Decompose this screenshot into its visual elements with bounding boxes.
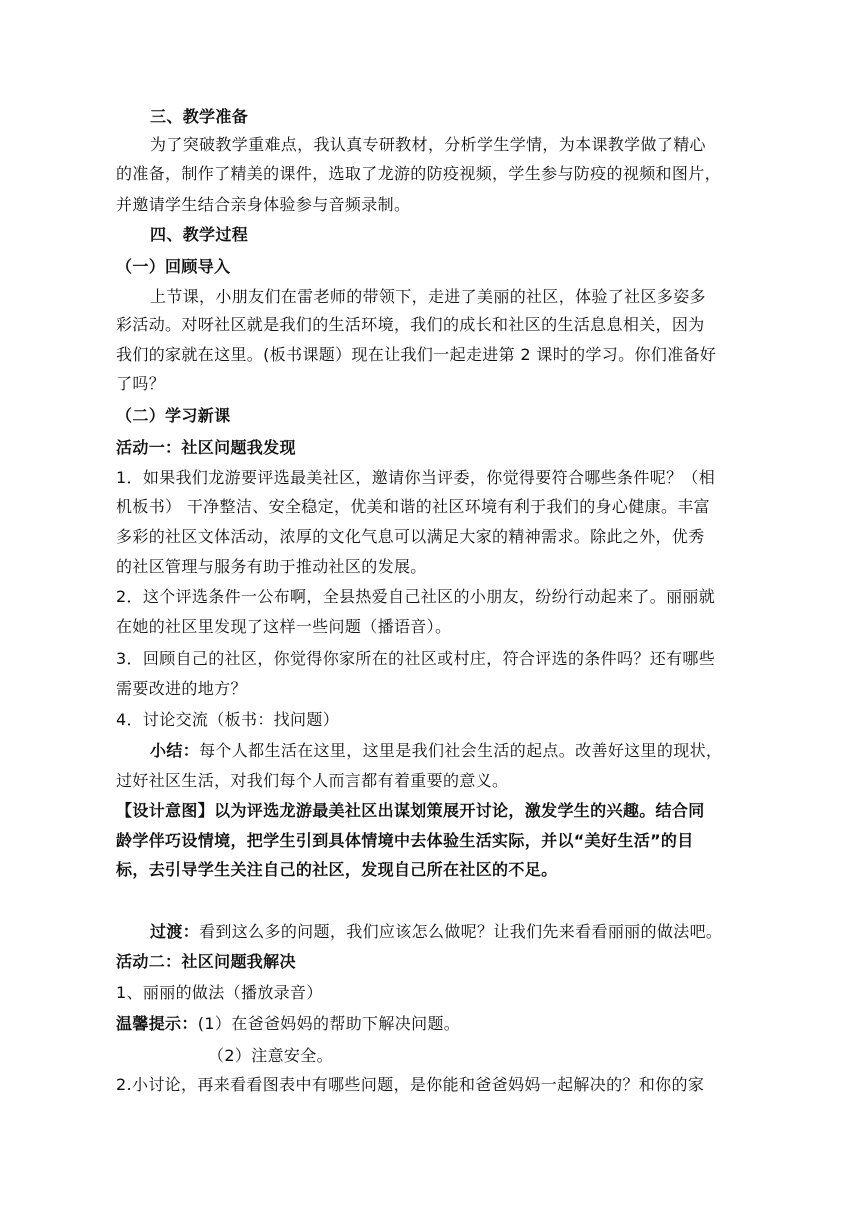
section-heading-teaching-prep: 三、教学准备 — [150, 107, 249, 126]
paragraph-line: 上节课，小朋友们在雷老师的带领下，走进了美丽的社区，体验了社区多姿多 — [150, 287, 706, 306]
list-item-line: 1．如果我们龙游要评选最美社区，邀请你当评委，你觉得要符合哪些条件呢？（相 — [116, 468, 716, 487]
activity-two-heading: 活动二：社区问题我解决 — [116, 952, 296, 971]
tips-line — [116, 1009, 756, 1038]
transition-label: 过渡： — [150, 922, 200, 941]
design-intent-line: 龄学伴巧设情境，把学生引到具体情境中去体验生活实际，并以“美好生活”的目 — [116, 831, 694, 850]
transition-text: 看到这么多的问题，我们应该怎么做呢？让我们先来看看丽丽的做法吧。 — [199, 922, 723, 941]
summary-line: 过好社区生活，对我们每个人而言都有着重要的意义。 — [116, 771, 509, 790]
subheading-new-lesson: （二）学习新课 — [116, 406, 231, 425]
activity-one-heading: 活动一：社区问题我发现 — [116, 438, 296, 457]
transition-line — [150, 917, 756, 946]
paragraph-line: 的准备，制作了精美的课件，选取了龙游的防疫视频，学生参与防疫的视频和图片， — [116, 164, 721, 183]
section-heading-teaching-process: 四、教学过程 — [150, 225, 249, 244]
list-item-line: 多彩的社区文体活动，浓厚的文化气息可以满足大家的精神需求。除此之外，优秀 — [116, 527, 705, 546]
tips-item-2: （2）注意安全。 — [208, 1046, 333, 1065]
design-intent-line: 【设计意图】以为评选龙游最美社区出谋划策展开讨论，激发学生的兴趣。结合同 — [116, 801, 705, 820]
subheading-review: （一）回顾导入 — [116, 257, 231, 276]
list-item-line: 在她的社区里发现了这样一些问题（播语音）。 — [116, 617, 452, 636]
list-item-line: 2.小讨论，再来看看图表中有哪些问题，是你能和爸爸妈妈一起解决的？和你的家 — [116, 1075, 705, 1094]
list-item-line: 需要改进的地方？ — [116, 679, 247, 698]
paragraph-line: 彩活动。对呀社区就是我们的生活环境，我们的成长和社区的生活息息相关，因为 — [116, 315, 705, 334]
list-item-line: 1、丽丽的做法（播放录音） — [116, 983, 323, 1002]
summary-text: 每个人都生活在这里，这里是我们社会生活的起点。改善好这里的现状， — [199, 741, 723, 760]
tips-label: 温馨提示： — [116, 1014, 198, 1033]
summary-label: 小结： — [150, 741, 200, 760]
list-item-line: 机板书） 干净整洁、安全稳定，优美和谐的社区环境有利于我们的身心健康。丰富 — [116, 497, 711, 516]
tips-item-1: (1）在爸爸妈妈的帮助下解决问题。 — [197, 1014, 461, 1033]
paragraph-line: 并邀请学生结合亲身体验参与音频录制。 — [116, 195, 411, 214]
list-item-line: 2．这个评选条件一公布啊，全县热爱自己社区的小朋友，纷纷行动起来了。丽丽就 — [116, 587, 716, 606]
paragraph-line: 了吗？ — [116, 374, 166, 393]
summary-line — [150, 736, 756, 765]
list-item-line: 的社区管理与服务有助于推动社区的发展。 — [116, 557, 427, 576]
list-item-line: 4．讨论交流（板书：找问题） — [116, 710, 340, 729]
design-intent-line: 标，去引导学生关注自己的社区，发现自己所在社区的不足。 — [116, 860, 558, 879]
paragraph-line: 我们的家就在这里。(板书课题）现在让我们一起走进第 2 课时的学习。你们准备好 — [116, 345, 717, 364]
list-item-line: 3．回顾自己的社区，你觉得你家所在的社区或村庄，符合评选的条件吗？还有哪些 — [116, 649, 716, 668]
paragraph-line: 为了突破教学重难点，我认真专研教材，分析学生学情，为本课教学做了精心 — [150, 135, 706, 154]
